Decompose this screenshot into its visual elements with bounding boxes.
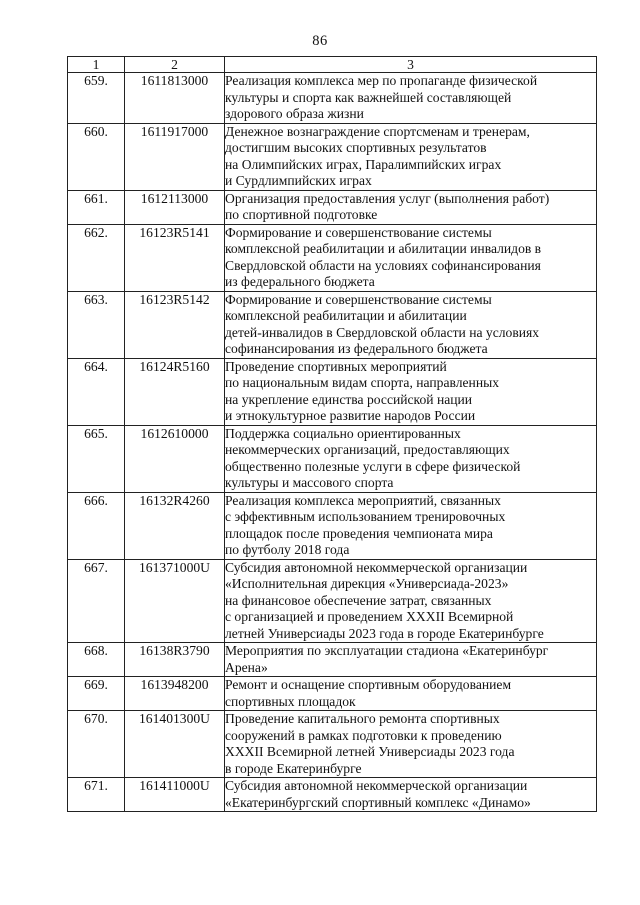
row-code: 1612610000	[125, 425, 225, 492]
row-name-line: Субсидия автономной некоммерческой организации	[225, 778, 528, 793]
row-name	[225, 291, 597, 358]
table-row	[68, 73, 597, 124]
table-body	[68, 73, 597, 812]
row-name-line: общественно полезные услуги в сфере физической	[225, 458, 521, 474]
row-name-line: площадок после проведения чемпионата мира	[225, 525, 493, 541]
row-name-line: Формирование и совершенствование системы	[225, 224, 492, 240]
row-number: 661.	[68, 190, 125, 224]
row-name-line: летней Универсиады 2023 года в городе Екатеринбурге	[225, 625, 544, 641]
row-number: 669.	[68, 677, 125, 711]
row-name-line: «Исполнительная дирекция «Универсиада-2023»	[225, 576, 509, 591]
table-row	[68, 778, 597, 812]
row-name-line: комплексной реабилитации и абилитации инвалидов в	[225, 241, 542, 256]
row-code: 16132R4260	[125, 492, 225, 559]
row-code: 1613948200	[125, 677, 225, 711]
table-row	[68, 123, 597, 190]
row-name	[225, 711, 597, 778]
row-name-line: Реализация комплекса мер по пропаганде физической	[225, 73, 538, 88]
row-name-line: культуры и массового спорта	[225, 475, 394, 490]
row-number: 667.	[68, 559, 125, 643]
row-name-line: «Екатеринбургский спортивный комплекс «Динамо»	[225, 794, 531, 810]
row-name-line: сооружений в рамках подготовки к проведению	[225, 727, 502, 743]
row-name-line: Проведение спортивных мероприятий	[225, 358, 447, 374]
row-code: 161411000U	[125, 778, 225, 812]
row-name	[225, 123, 597, 190]
row-name	[225, 425, 597, 492]
row-name-line: софинансирования из федерального бюджета	[225, 341, 488, 356]
row-code: 16123R5142	[125, 291, 225, 358]
budget-classification-table	[67, 56, 597, 812]
table-row	[68, 492, 597, 559]
row-name-line: комплексной реабилитации и абилитации	[225, 308, 467, 323]
row-name-line: по национальным видам спорта, направленных	[225, 375, 500, 390]
row-name	[225, 224, 597, 291]
row-code: 1611917000	[125, 123, 225, 190]
table-row	[68, 425, 597, 492]
row-number: 668.	[68, 643, 125, 677]
row-name-line: по спортивной подготовке	[225, 207, 378, 222]
table-row	[68, 224, 597, 291]
row-code: 1611813000	[125, 73, 225, 124]
row-name-line: Поддержка социально ориентированных	[225, 425, 461, 441]
row-name-line: XXXII Всемирной летней Универсиады 2023 года	[225, 744, 515, 759]
row-name	[225, 73, 597, 124]
row-number: 660.	[68, 123, 125, 190]
row-name-line: и этнокультурное развитие народов России	[225, 408, 476, 423]
row-number: 666.	[68, 492, 125, 559]
row-name-line: с организацией и проведением XXXII Всемирной	[225, 609, 514, 624]
row-name	[225, 643, 597, 677]
row-name-line: Проведение капитального ремонта спортивных	[225, 711, 500, 726]
row-name-line: Мероприятия по эксплуатации стадиона «Екатеринбург	[225, 643, 549, 658]
table-row	[68, 711, 597, 778]
row-name	[225, 559, 597, 643]
row-code: 16123R5141	[125, 224, 225, 291]
table-row	[68, 643, 597, 677]
row-name-line: на финансовое обеспечение затрат, связанных	[225, 592, 492, 608]
row-name-line: Организация предоставления услуг (выполнения работ)	[225, 190, 550, 206]
page-number: 86	[312, 33, 328, 49]
table-row	[68, 291, 597, 358]
table-header-row	[68, 57, 597, 73]
table-row	[68, 358, 597, 425]
row-name-line: Арена»	[225, 659, 268, 675]
row-code: 16138R3790	[125, 643, 225, 677]
row-code: 1612113000	[125, 190, 225, 224]
row-code: 16124R5160	[125, 358, 225, 425]
row-name	[225, 677, 597, 711]
row-name-line: Свердловской области на условиях софинансирования	[225, 257, 541, 273]
row-name-line: и Сурдлимпийских играх	[225, 173, 372, 188]
row-number: 671.	[68, 778, 125, 812]
row-name-line: Денежное вознаграждение спортсменам и тренерам,	[225, 123, 530, 139]
row-name-line: достигшим высоких спортивных результатов	[225, 140, 487, 155]
row-name-line: детей-инвалидов в Свердловской области на условиях	[225, 324, 540, 340]
table-row	[68, 190, 597, 224]
row-code: 161371000U	[125, 559, 225, 643]
column-header-number: 1	[68, 57, 125, 73]
table-row	[68, 677, 597, 711]
row-name	[225, 190, 597, 224]
row-name-line: на Олимпийских играх, Паралимпийских играх	[225, 156, 502, 172]
column-header-name: 3	[225, 57, 597, 73]
row-name	[225, 358, 597, 425]
row-number: 665.	[68, 425, 125, 492]
row-name	[225, 492, 597, 559]
row-name-line: с эффективным использованием тренировочных	[225, 509, 506, 524]
row-name-line: некоммерческих организаций, предоставляющих	[225, 442, 510, 457]
row-name-line: Субсидия автономной некоммерческой организации	[225, 559, 528, 575]
row-name-line: Формирование и совершенствование системы	[225, 291, 492, 307]
table-row	[68, 559, 597, 643]
column-header-code: 2	[125, 57, 225, 73]
row-name-line: культуры и спорта как важнейшей составляющей	[225, 89, 512, 105]
row-number: 663.	[68, 291, 125, 358]
row-name-line: Ремонт и оснащение спортивным оборудованием	[225, 677, 512, 692]
row-number: 664.	[68, 358, 125, 425]
row-name	[225, 778, 597, 812]
row-name-line: спортивных площадок	[225, 693, 356, 709]
row-name-line: здорового образа жизни	[225, 106, 364, 121]
row-name-line: в городе Екатеринбурге	[225, 760, 362, 776]
row-number: 670.	[68, 711, 125, 778]
row-name-line: Реализация комплекса мероприятий, связанных	[225, 492, 501, 508]
row-name-line: на укрепление единства российской нации	[225, 391, 473, 407]
row-name-line: из федерального бюджета	[225, 274, 375, 289]
row-code: 161401300U	[125, 711, 225, 778]
row-name-line: по футболу 2018 года	[225, 542, 350, 557]
row-number: 662.	[68, 224, 125, 291]
row-number: 659.	[68, 73, 125, 124]
